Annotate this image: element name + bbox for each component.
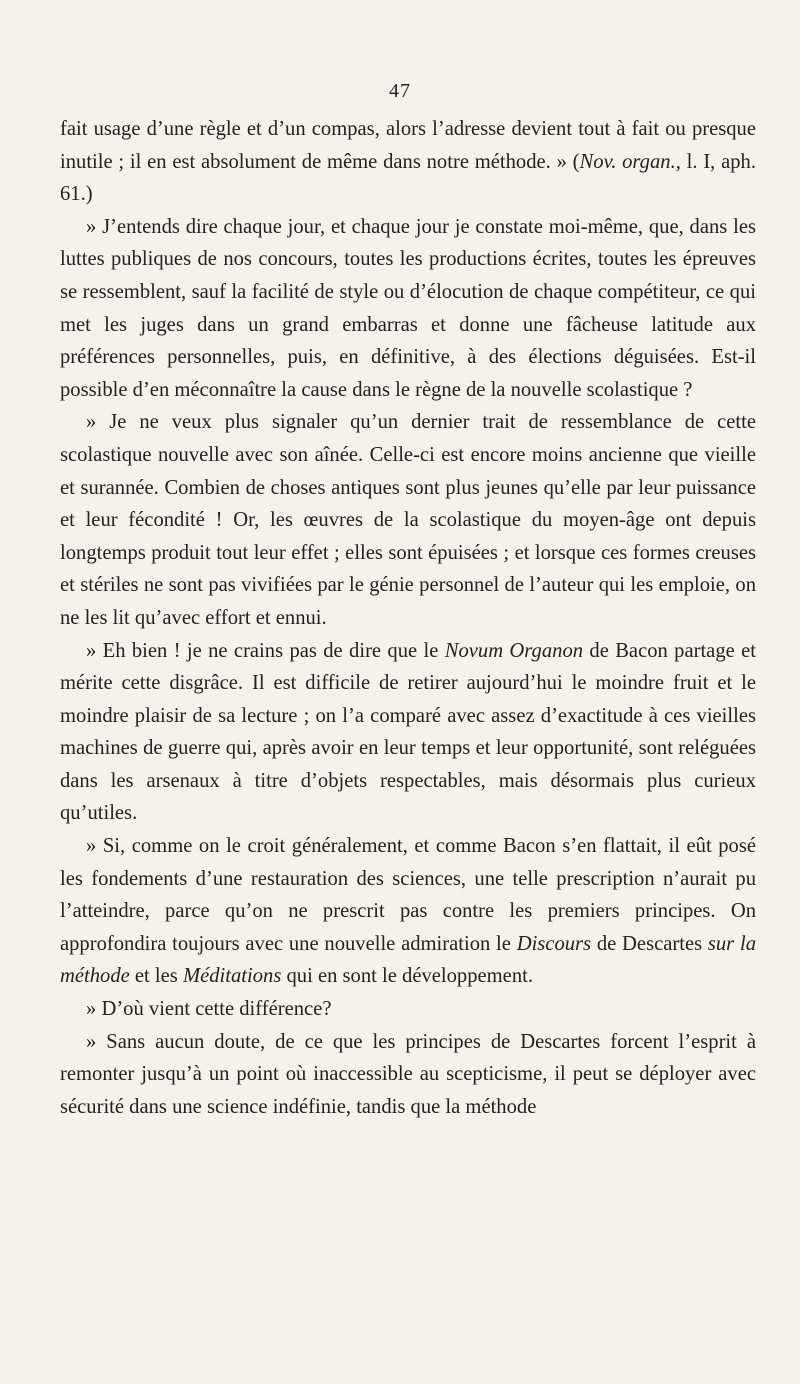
- italic-text-span: Novum Organon: [444, 639, 584, 662]
- text-span: de Bacon partage et mérite cette disgrâce. Il est difficile de retirer aujourd’hui le moindre fruit et le moindre plaisir de sa lecture ; on l’a comparé avec assez d’exactitude à ces vieilles machines de guerre qui, après avoir en leur temps et leur opportunité, sont reléguées dans les arsenaux à titre d’objets respectables, mais désormais plus curieux qu’utiles.: [60, 639, 756, 825]
- paragraph-6: [60, 993, 756, 1026]
- text-span: » J’entends dire chaque jour, et chaque jour je constate moi-même, que, dans les luttes publiques de nos concours, toutes les productions écrites, toutes les épreuves se ressemblent, sauf la facilité de style ou d’élocution de chaque compétiteur, ce qui met les juges dans un grand embarras et donne une fâcheuse latitude aux préférences personnelles, puis, en définitive, à des élections déguisées. Est-il possible d’en méconnaître la cause dans le règne de la nouvelle scolastique ?: [60, 215, 756, 401]
- text-span: fait usage d’une règle et d’un compas, alors l’adresse devient tout à fait ou presque inutile ; il en est absolument de même dans notre méthode. » (: [60, 118, 756, 173]
- italic-text-span: Méditations: [182, 965, 282, 988]
- page-number: 47: [389, 80, 411, 102]
- paragraph-2: [60, 211, 756, 407]
- text-span: et les: [129, 965, 183, 988]
- paragraph-1: [60, 113, 756, 211]
- paragraph-3: [60, 406, 756, 634]
- text-span: qui en sont le développement.: [281, 965, 533, 988]
- italic-text-span: sur la méthode: [60, 932, 756, 988]
- paragraph-7: [60, 1026, 756, 1124]
- italic-text-span: Discours: [516, 932, 592, 955]
- text-span: » Eh bien ! je ne crains pas de dire que le: [86, 639, 445, 662]
- text-body: [60, 113, 756, 1123]
- text-span: » Si, comme on le croit généralement, et comme Bacon s’en flattait, il eût posé les fondements d’une restauration des sciences, une telle prescription n’aurait pu l’atteindre, parce qu’on ne prescrit pas contre les premiers principes. On approfondira toujours avec une nouvelle admiration le: [60, 835, 756, 955]
- paragraph-5: [60, 830, 756, 993]
- text-span: de Descartes: [591, 932, 708, 955]
- text-span: » Sans aucun doute, de ce que les principes de Descartes forcent l’esprit à remonter jusqu’à un point où inaccessible au scepticisme, il peut se déployer avec sécurité dans une science indéfinie, tandis que la méthode: [60, 1030, 756, 1118]
- paragraph-4: [60, 635, 756, 831]
- text-span: l. I, aph. 61.): [60, 150, 756, 206]
- text-span: » Je ne veux plus signaler qu’un dernier trait de ressemblance de cette scolastique nouvelle avec son aînée. Celle-ci est encore moins ancienne que vieille et surannée. Combien de choses antiques sont plus jeunes qu’elle par leur puissance et leur fécondité ! Or, les œuvres de la scolastique du moyen-âge ont depuis longtemps produit tout leur effet ; elles sont épuisées ; et lorsque ces formes creuses et stériles ne sont pas vivifiées par le génie personnel de l’auteur qui les emploie, on ne les lit qu’avec effort et ennui.: [60, 411, 756, 629]
- italic-text-span: Nov. organ.,: [579, 150, 681, 173]
- text-span: » D’où vient cette différence?: [86, 998, 332, 1021]
